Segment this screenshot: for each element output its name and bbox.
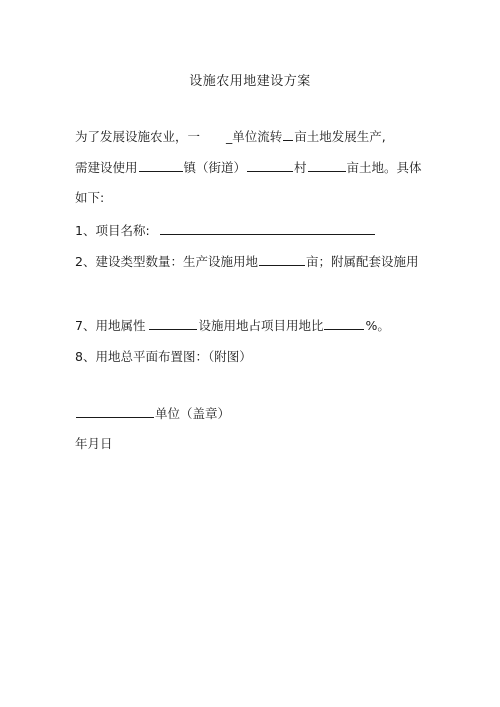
intro2-text-c: 村 [294,160,307,175]
blank-unit-name [76,405,154,418]
intro-text-a: 为了发展设施农业，一 [75,129,201,144]
document-title: 设施农用地建设方案 [189,74,311,89]
intro2-text-a: 需建设使用 [75,160,138,175]
blank-percentage [324,317,364,330]
blank-town [139,159,183,172]
item-land-attribute [75,317,390,334]
intro2-text-b: 镇（街道） [183,160,247,175]
blank-space [201,129,225,141]
land-attribute-text-c: %。 [365,318,390,333]
seal-line [75,405,230,422]
date-text: 年月日 [75,436,113,451]
blank-project-name [160,222,375,235]
item-construction-type [75,253,418,270]
paragraph-intro-line-3 [75,190,104,206]
intro2-text-d: 亩土地。具体 [346,160,422,175]
paragraph-intro-line-2 [75,159,422,176]
blank-village [247,159,293,172]
paragraph-intro-line-1 [75,128,386,145]
date-line [75,436,113,452]
blank-mu-count [283,128,293,141]
land-attribute-text-b: 设施用地占项目用地比 [198,318,324,333]
intro-text-b: _单位流转 [226,129,283,144]
item-site-plan [75,349,252,365]
intro-text-c: 亩土地发展生产, [294,129,386,144]
site-plan-text: 8、用地总平面布置图：（附图） [75,349,252,364]
intro3-text: 如下: [75,190,105,205]
construction-type-text-b: 亩；附属配套设施用 [305,254,419,269]
blank-production-mu [259,253,305,266]
blank-land-attribute [149,317,197,330]
seal-text: 单位（盖章） [155,406,231,421]
project-name-label: 1、项目名称: [75,223,150,238]
item-project-name [75,222,376,239]
construction-type-text-a: 2、建设类型数量：生产设施用地 [75,254,258,269]
blank-land-mu [308,159,346,172]
land-attribute-text-a: 7、用地属性 [75,318,146,333]
